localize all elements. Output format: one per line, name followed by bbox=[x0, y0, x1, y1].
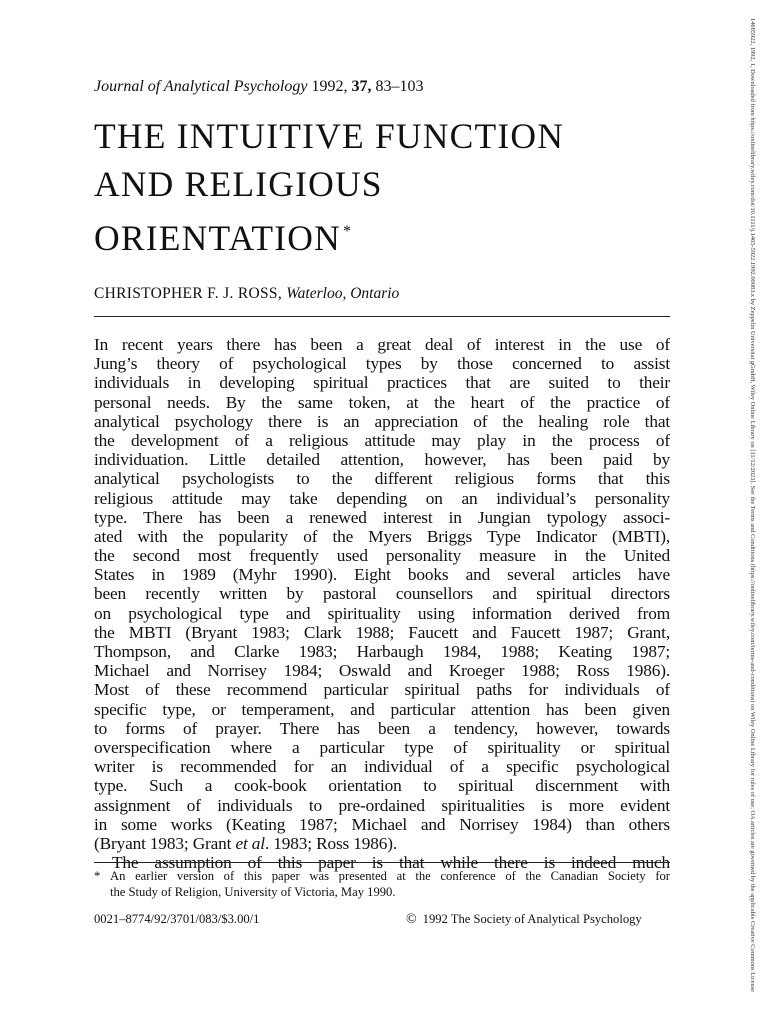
copyright-line bbox=[406, 911, 642, 928]
body-line: been recently written by pastoral counsellors and spiritual directors bbox=[94, 584, 670, 604]
download-notice: 14685922, 1992, 1, Downloaded from https://onlinelibrary.wiley.com/doi/10.1111/j.1465-5922.1992.00083.x by Zeppelin Universitat gGmbH, Wiley Online Library on [11/12/2023]. See the Terms and Conditions (https://onlinelibrary.wiley.com/terms-and-conditions) on Wiley Online Library for rules of use; OA articles are governed by the applicable Creative Commons License bbox=[749, 18, 756, 993]
title-footnote-marker: * bbox=[342, 223, 353, 240]
body-line: Michael and Norrisey 1984; Oswald and Kroeger 1988; Ross 1986). bbox=[94, 661, 670, 681]
body-line: analytical psychology there is an appreciation of the healing role that bbox=[94, 411, 670, 431]
footnote-line: the Study of Religion, University of Victoria, May 1990. bbox=[110, 885, 396, 899]
body-line: Jung’s theory of psychological types by those concerned to assist bbox=[94, 354, 670, 374]
author-location: Waterloo, Ontario bbox=[286, 285, 400, 302]
journal-volume: 37, bbox=[351, 78, 372, 95]
body-line: assignment of individuals to pre-ordained spiritualities is more evident bbox=[94, 795, 670, 815]
footnote-line bbox=[94, 868, 670, 884]
title-line: THE INTUITIVE FUNCTION bbox=[94, 116, 565, 156]
body-line: the development of a religious attitude may play in the process of bbox=[94, 430, 670, 450]
issn-code: 0021–8774/92/3701/083/$3.00/1 bbox=[94, 912, 260, 926]
journal-pages: 83–103 bbox=[375, 78, 424, 95]
body-line: in some works (Keating 1987; Michael and Norrisey 1984) than others bbox=[94, 814, 670, 834]
author-name: CHRISTOPHER F. J. ROSS, bbox=[94, 285, 282, 302]
body-text: . 1983; Ross 1986). bbox=[264, 833, 398, 853]
body-line: religious attitude may take depending on an individual’s personality bbox=[94, 488, 670, 508]
body-line: type. There has been a renewed interest in Jungian typology associ- bbox=[94, 507, 670, 527]
body-line: specific type, or temperament, and particular attention has been given bbox=[94, 699, 670, 719]
body-line: individuals in developing spiritual practices that are suited to their bbox=[94, 373, 670, 393]
copyright-text: 1992 The Society of Analytical Psychology bbox=[422, 912, 642, 926]
article-title bbox=[94, 112, 694, 262]
journal-citation bbox=[94, 76, 694, 98]
author-line bbox=[94, 283, 694, 305]
body-text-italic: et al bbox=[235, 833, 265, 853]
body-line: overspecification where a particular type of spirituality or spiritual bbox=[94, 737, 670, 757]
body-line: the MBTI (Bryant 1983; Clark 1988; Faucett and Faucett 1987; Grant, bbox=[94, 622, 670, 642]
copyright-icon: © bbox=[406, 912, 417, 927]
body-line: type. Such a cook-book orientation to spiritual discernment with bbox=[94, 776, 670, 796]
footnote-marker: * bbox=[94, 869, 101, 883]
body-line: the second most frequently used personality measure in the United bbox=[94, 546, 670, 566]
header-divider bbox=[94, 316, 670, 317]
body-text: (Bryant 1983; Grant bbox=[94, 833, 236, 853]
body-line: individuation. Little detailed attention, however, has been paid by bbox=[94, 450, 670, 470]
footnote bbox=[94, 868, 670, 900]
body-line: on psychological type and spirituality using information derived from bbox=[94, 603, 670, 623]
body-line: In recent years there has been a great deal of interest in the use of bbox=[94, 335, 670, 354]
body-line: personal needs. By the same token, at the heart of the practice of bbox=[94, 392, 670, 412]
body-line: The assumption of this paper is that while there is indeed much bbox=[112, 853, 670, 873]
title-line: AND RELIGIOUS bbox=[94, 164, 383, 204]
journal-year: 1992, bbox=[311, 78, 348, 95]
body-line: writer is recommended for an individual of a specific psychological bbox=[94, 757, 670, 777]
footnote-divider bbox=[94, 862, 670, 863]
body-line bbox=[94, 834, 670, 853]
article-body bbox=[94, 335, 670, 872]
title-line bbox=[94, 208, 694, 262]
journal-name: Journal of Analytical Psychology bbox=[94, 78, 308, 95]
body-line: ated with the popularity of the Myers Briggs Type Indicator (MBTI), bbox=[94, 526, 670, 546]
download-sidebar bbox=[746, 18, 760, 1008]
body-line: Most of these recommend particular spiritual paths for individuals of bbox=[94, 680, 670, 700]
body-line: Thompson, and Clarke 1983; Harbaugh 1984, 1988; Keating 1987; bbox=[94, 642, 670, 661]
body-line: analytical psychologists to the different religious forms that this bbox=[94, 469, 670, 489]
body-line: States in 1989 (Myhr 1990). Eight books and several articles have bbox=[94, 565, 670, 585]
title-line-text: ORIENTATION bbox=[94, 218, 341, 258]
body-line: to forms of prayer. There has been a tendency, however, towards bbox=[94, 718, 670, 738]
footnote-text: An earlier version of this paper was presented at the conference of the Canadian Society for bbox=[110, 869, 670, 883]
